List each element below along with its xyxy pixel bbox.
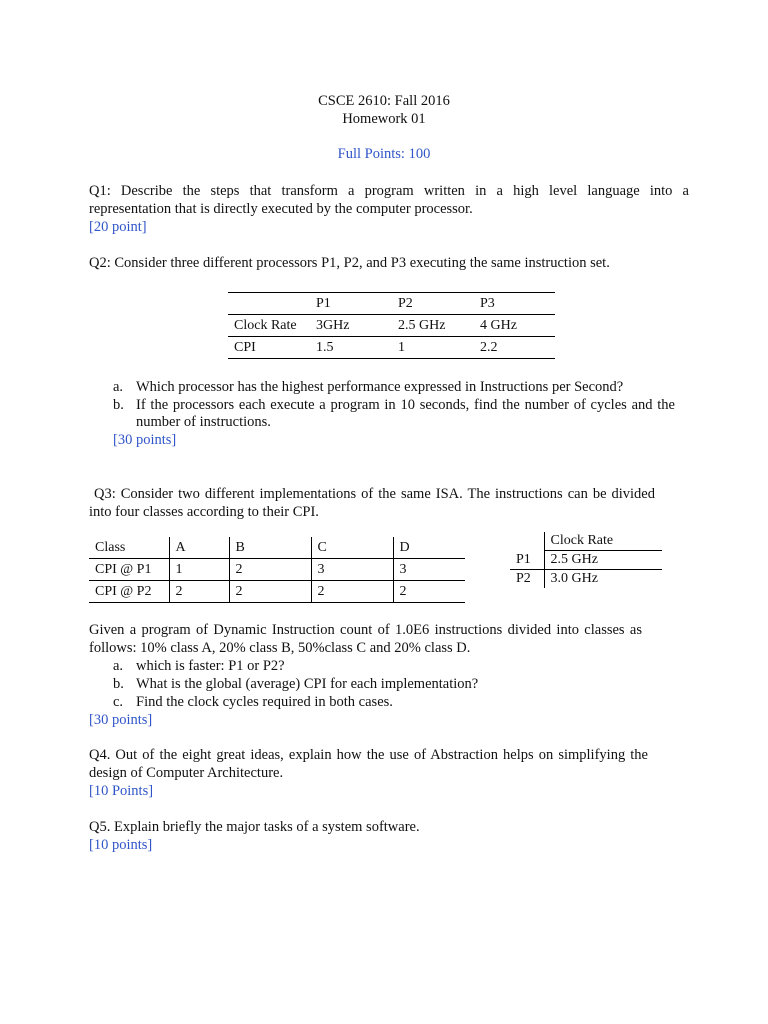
- table-header-cell: Clock Rate: [544, 532, 662, 551]
- q4-line-1: Q4. Out of the eight great ideas, explain how the use of Abstraction helps on simplifying the: [89, 747, 648, 763]
- table-row: [510, 551, 662, 570]
- q3-b-marker: b.: [113, 676, 124, 692]
- table-cell: 3.0 GHz: [550, 571, 598, 586]
- q3-a-text: which is faster: P1 or P2?: [136, 658, 285, 674]
- table-row: [89, 559, 465, 581]
- table-cell: CPI: [234, 339, 256, 355]
- processor-table: [228, 292, 555, 359]
- q5-question: Q5. Explain briefly the major tasks of a system software.: [89, 819, 420, 835]
- full-points: Full Points: 100: [337, 146, 431, 162]
- homework-title: Homework 01: [342, 111, 426, 127]
- q4-points: [10 Points]: [89, 783, 154, 799]
- q2-a-text: Which processor has the highest performance expressed in Instructions per Second?: [136, 379, 624, 395]
- table-cell: 2.5 GHz: [544, 551, 662, 570]
- table-cell: P1: [510, 551, 544, 570]
- table-header-cell: [510, 532, 544, 551]
- table-cell: 2.5 GHz: [398, 317, 446, 333]
- q4-line-2: design of Computer Architecture.: [89, 765, 284, 781]
- q2-b-marker: b.: [113, 397, 124, 413]
- table-cell: P2: [510, 570, 544, 589]
- table-header-cell: B: [229, 537, 311, 559]
- table-header-cell: P1: [316, 295, 331, 311]
- table-cell: 2: [229, 559, 311, 581]
- cpi-class-table-header-row: [89, 537, 465, 559]
- table-cell: 3GHz: [316, 317, 350, 333]
- course-title: CSCE 2610: Fall 2016: [318, 93, 450, 109]
- table-cell: Clock Rate: [234, 317, 297, 333]
- table-header-cell: A: [169, 537, 229, 559]
- q1-points: [20 point]: [89, 219, 147, 235]
- q2-question: Q2: Consider three different processors P1, P2, and P3 executing the same instruction set.: [89, 255, 610, 271]
- table-cell: CPI @ P1: [89, 559, 169, 581]
- table-cell: 3: [311, 559, 393, 581]
- q3-c-marker: c.: [113, 694, 124, 710]
- q3-given-line-2: follows: 10% class A, 20% class B, 50%class C and 20% class D.: [89, 640, 471, 656]
- q2-points: [30 points]: [113, 432, 177, 448]
- table-header-cell: C: [311, 537, 393, 559]
- table-cell: 1: [398, 339, 405, 355]
- q3-given-line-1: Given a program of Dynamic Instruction count of 1.0E6 instructions divided into classes as: [89, 622, 642, 638]
- q1-line-1: Q1: Describe the steps that transform a program written in a high level language into a: [89, 183, 689, 199]
- table-row: [228, 337, 555, 359]
- table-row: [510, 570, 662, 589]
- table-cell: CPI @ P2: [89, 581, 169, 603]
- q3-a-marker: a.: [113, 658, 124, 674]
- table-row: [89, 581, 465, 603]
- table-header-cell: P3: [480, 295, 495, 311]
- table-cell: 2: [169, 581, 229, 603]
- q1-line-2: representation that is directly executed by the computer processor.: [89, 201, 473, 217]
- table-cell: 2: [393, 581, 465, 603]
- table-cell: 2.2: [480, 339, 498, 355]
- q3-b-text: What is the global (average) CPI for each implementation?: [136, 676, 479, 692]
- table-cell: 1.5: [316, 339, 334, 355]
- table-header-cell: [228, 293, 310, 315]
- q2-a-marker: a.: [113, 379, 124, 395]
- q2-b-line-2: number of instructions.: [136, 414, 271, 430]
- table-cell: 1: [169, 559, 229, 581]
- table-header-cell: Class: [89, 537, 169, 559]
- table-cell: 3: [393, 559, 465, 581]
- clock-rate-table-header-row: [510, 532, 662, 551]
- processor-table-header-row: [228, 293, 555, 315]
- clock-rate-table: [510, 532, 662, 588]
- cpi-class-table: [89, 537, 465, 603]
- table-row: [228, 315, 555, 337]
- table-cell: 4 GHz: [480, 317, 517, 333]
- q5-points: [10 points]: [89, 837, 153, 853]
- q2-b-line-1: If the processors each execute a program in 10 seconds, find the number of cycles and the: [136, 397, 675, 413]
- q3-line-1: Q3: Consider two different implementations of the same ISA. The instructions can be divided: [94, 486, 655, 502]
- q3-line-2: into four classes according to their CPI.: [89, 504, 319, 520]
- table-header-cell: D: [393, 537, 465, 559]
- table-header-cell: P2: [398, 295, 413, 311]
- q3-points: [30 points]: [89, 712, 153, 728]
- q3-c-text: Find the clock cycles required in both cases.: [136, 694, 393, 710]
- table-cell: 2: [311, 581, 393, 603]
- table-cell: 2: [229, 581, 311, 603]
